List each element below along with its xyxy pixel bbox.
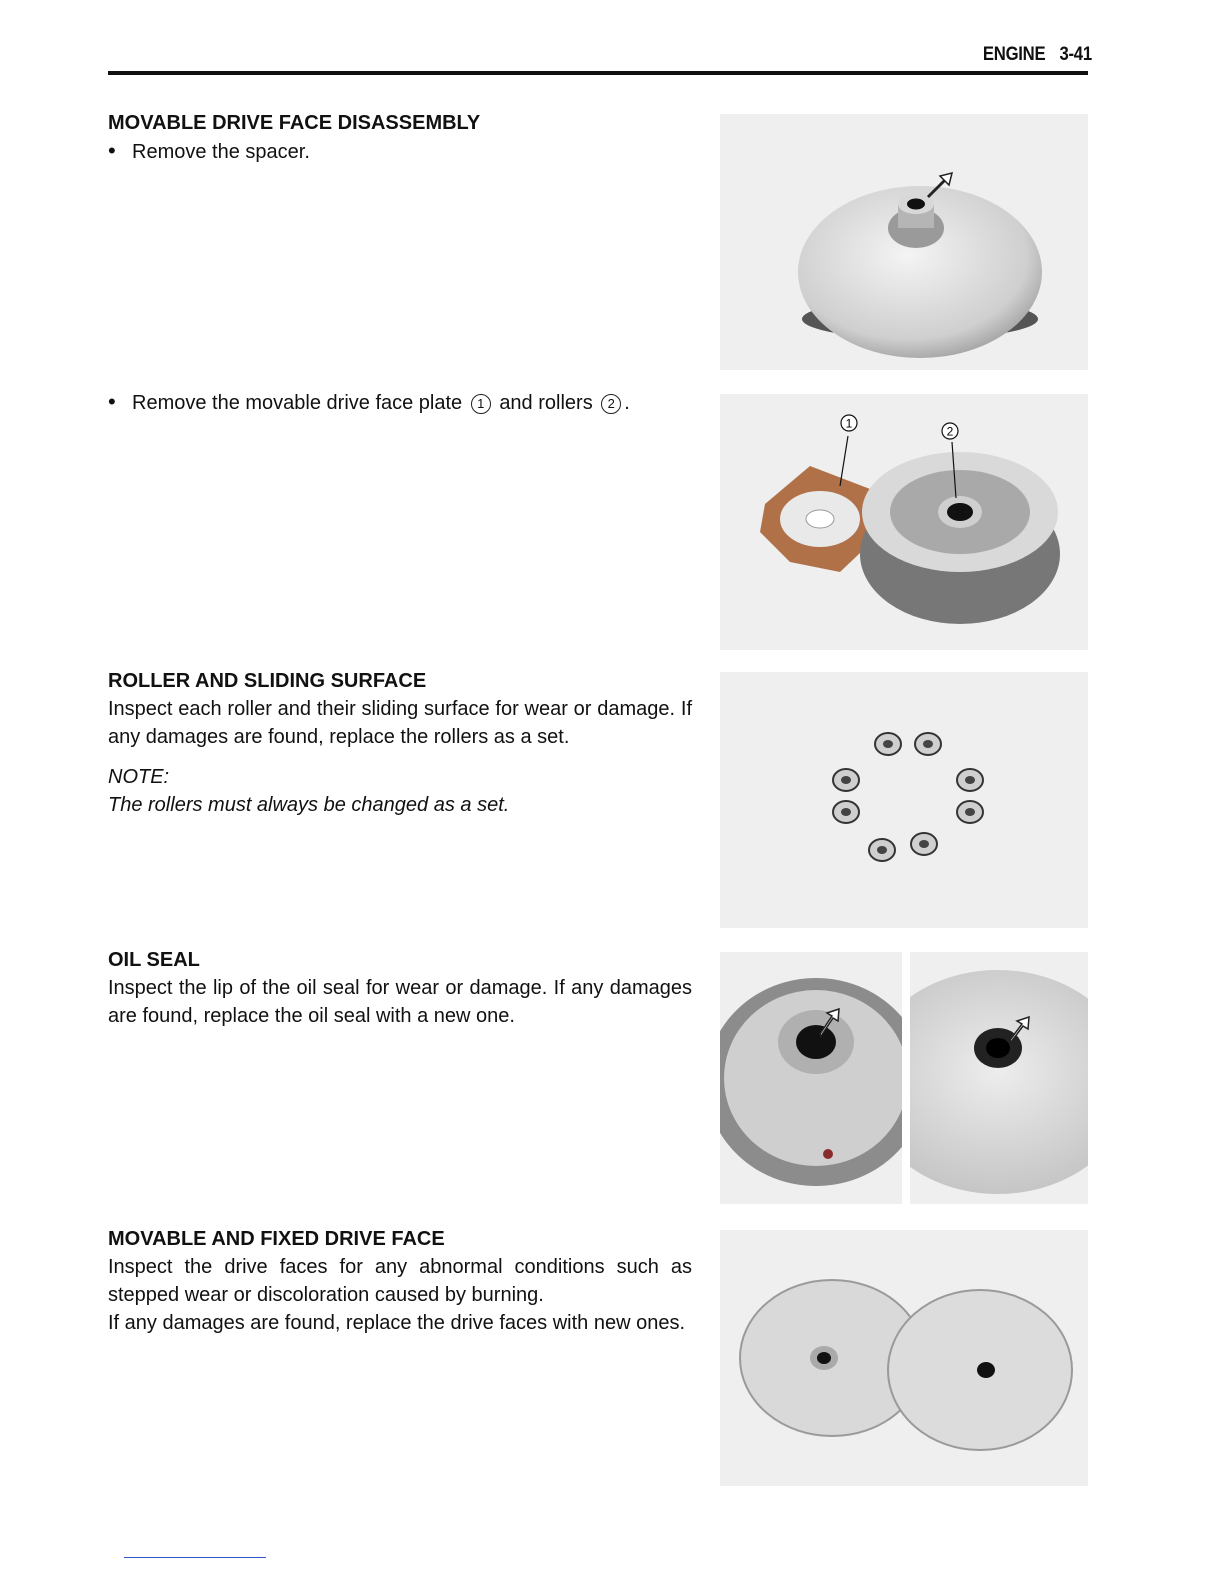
step-remove-plate-rollers [108, 388, 708, 417]
header-section: ENGINE [982, 44, 1046, 65]
page-header [983, 44, 1092, 66]
header-rule [108, 71, 1088, 75]
photo-callout-1: 1 [845, 416, 853, 431]
drive-face-body-1: Inspect the drive faces for any abnormal conditions such as stepped wear or discoloration caused by burning. [108, 1256, 692, 1306]
section-title: OIL SEAL [108, 949, 200, 971]
step2-text-c: . [624, 392, 630, 414]
photo-spacer [720, 114, 1088, 370]
footer-line [124, 1557, 266, 1558]
photo-rollers-set [720, 672, 1088, 928]
section-title: MOVABLE DRIVE FACE DISASSEMBLY [108, 112, 481, 134]
photo-plate-rollers [720, 394, 1088, 650]
photo-oil-seal-fixed [910, 952, 1088, 1204]
section-title: ROLLER AND SLIDING SURFACE [108, 670, 427, 692]
section-drive-face [108, 1225, 692, 1337]
drive-face-body-2: If any damages are found, replace the drive faces with new ones. [108, 1312, 686, 1334]
roller-body: Inspect each roller and their sliding surface for wear or damage. If any damages are found, replace the rollers as a set. [108, 698, 692, 748]
section-title: MOVABLE AND FIXED DRIVE FACE [108, 1228, 445, 1250]
note-text: The rollers must always be changed as a set. [108, 794, 510, 816]
photo-callout-2: 2 [946, 424, 954, 439]
section-disassembly [108, 109, 692, 166]
section-roller [108, 667, 692, 819]
step2-text-a: Remove the movable drive face plate [132, 392, 463, 414]
oil-seal-body: Inspect the lip of the oil seal for wear or damage. If any damages are found, replace the oil seal with a new one. [108, 977, 692, 1027]
ref-circle-2: 2 [601, 394, 621, 414]
note-label: NOTE: [108, 766, 170, 788]
photo-drive-faces [720, 1230, 1088, 1486]
step-remove-spacer: • Remove the spacer. [108, 137, 692, 166]
ref-circle-1: 1 [471, 394, 491, 414]
step2-text-b: and rollers [499, 392, 593, 414]
header-page-number: 3-41 [1059, 44, 1092, 65]
section-oil-seal [108, 946, 692, 1030]
photo-oil-seal-movable [720, 952, 902, 1204]
